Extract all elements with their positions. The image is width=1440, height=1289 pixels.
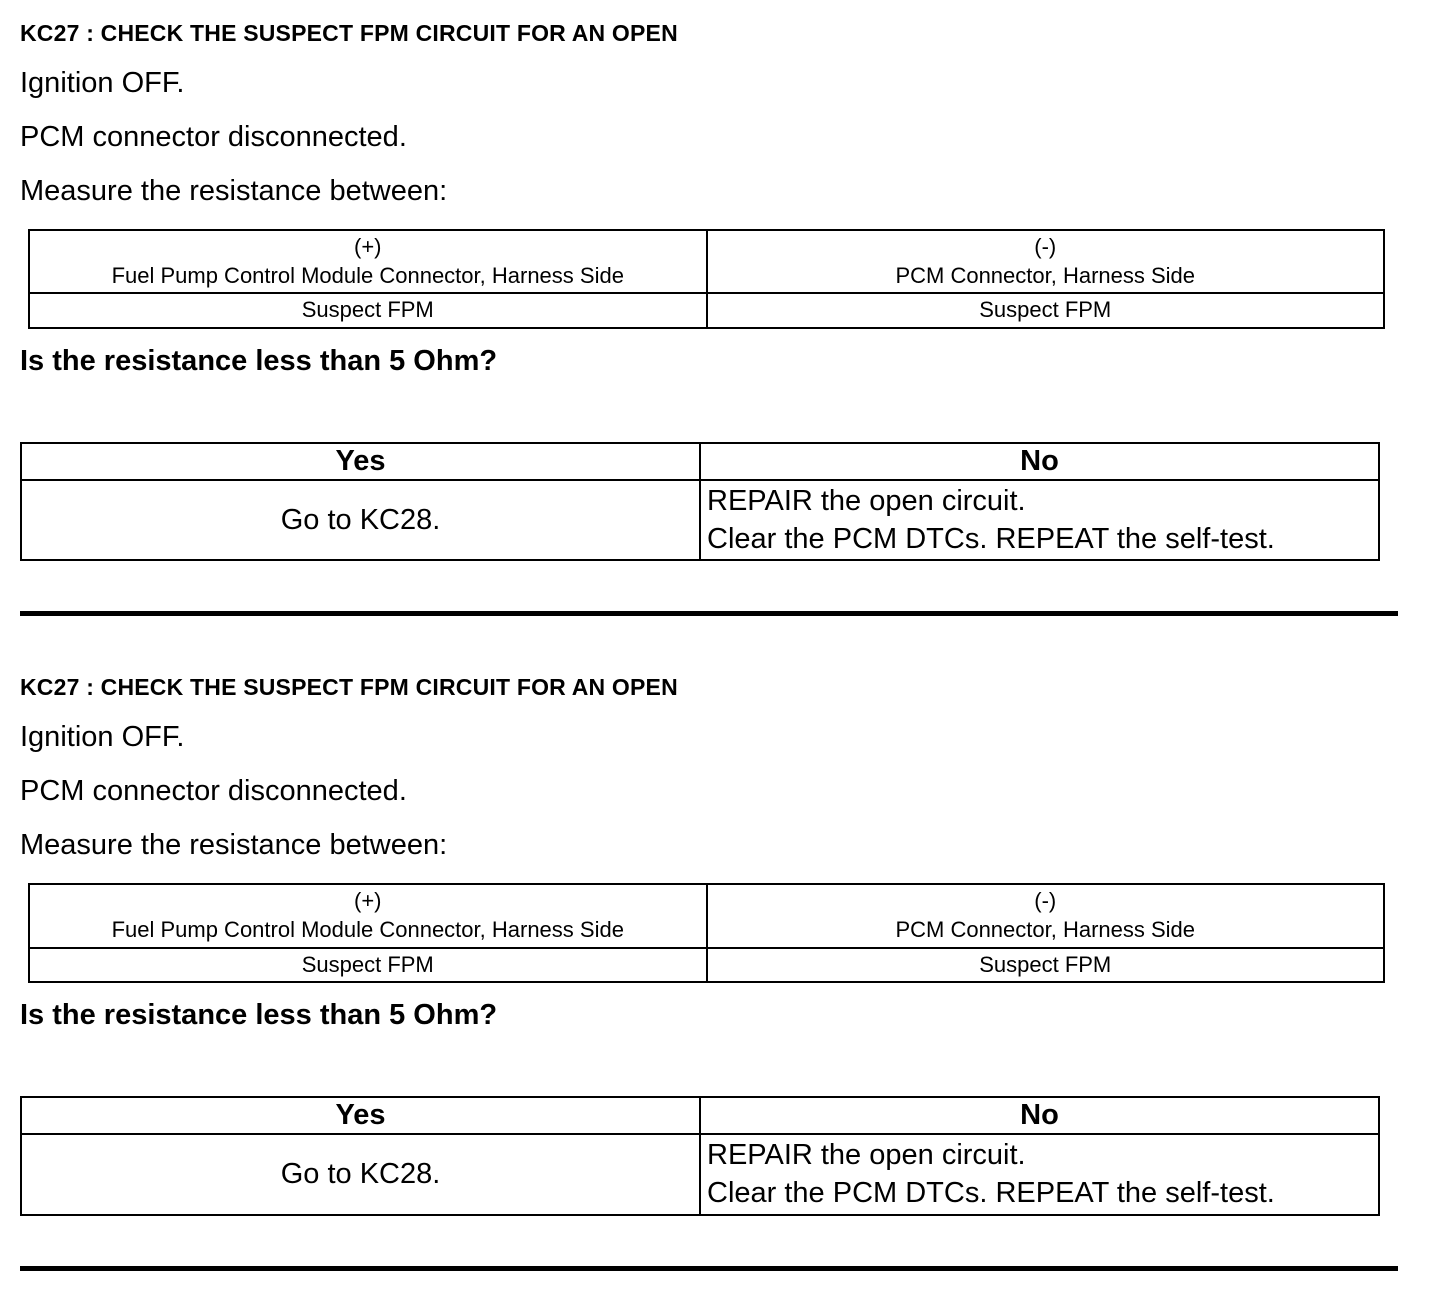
instruction-line: Ignition OFF. [20, 67, 185, 99]
no-action-cell [700, 480, 1379, 561]
minus-circuit-cell: Suspect FPM [707, 293, 1385, 328]
decision-table [20, 1096, 1380, 1216]
plus-sign-label: (+) [354, 234, 382, 259]
plus-connector-label: Fuel Pump Control Module Connector, Harness Side [111, 262, 624, 288]
plus-sign-label: (+) [354, 888, 382, 914]
no-action-cell [700, 1134, 1379, 1215]
minus-connector-label: PCM Connector, Harness Side [895, 262, 1196, 288]
step-heading: KC27 : CHECK THE SUSPECT FPM CIRCUIT FOR AN OPEN [20, 674, 678, 701]
instruction-line: Measure the resistance between: [20, 829, 448, 862]
plus-column-header [29, 230, 707, 293]
minus-column-header [707, 884, 1385, 947]
no-action-line: REPAIR the open circuit. [707, 484, 1026, 517]
minus-sign-label: (-) [1034, 234, 1057, 259]
no-header-cell: No [700, 443, 1379, 480]
decision-action-row [21, 1134, 1379, 1215]
measurement-header-row [29, 884, 1384, 947]
section-divider [20, 611, 1398, 616]
minus-sign-label: (-) [1034, 888, 1057, 914]
yes-header-cell: Yes [21, 443, 700, 480]
minus-circuit-cell: Suspect FPM [707, 948, 1385, 983]
measurement-value-row [29, 948, 1384, 983]
test-step-section-2 [20, 674, 1400, 1215]
minus-column-header [707, 230, 1385, 293]
measurement-value-row [29, 293, 1384, 328]
step-heading: KC27 : CHECK THE SUSPECT FPM CIRCUIT FOR AN OPEN [20, 20, 678, 46]
decision-action-row [21, 480, 1379, 561]
no-action-line: Clear the PCM DTCs. REPEAT the self-test. [707, 523, 1275, 556]
decision-header-row [21, 443, 1379, 480]
measurement-table [28, 229, 1385, 329]
no-header-cell: No [700, 1097, 1379, 1134]
yes-action-cell: Go to KC28. [21, 1134, 700, 1215]
instruction-line: Measure the resistance between: [20, 175, 448, 207]
no-action-line: Clear the PCM DTCs. REPEAT the self-test. [707, 1177, 1275, 1210]
minus-connector-label: PCM Connector, Harness Side [895, 916, 1196, 942]
plus-connector-label: Fuel Pump Control Module Connector, Harness Side [111, 916, 624, 942]
decision-table [20, 442, 1380, 562]
instruction-line: PCM connector disconnected. [20, 775, 407, 808]
test-question: Is the resistance less than 5 Ohm? [20, 344, 498, 377]
plus-circuit-cell: Suspect FPM [29, 948, 707, 983]
no-action-line: REPAIR the open circuit. [707, 1139, 1026, 1172]
plus-circuit-cell: Suspect FPM [29, 293, 707, 328]
test-question: Is the resistance less than 5 Ohm? [20, 999, 498, 1032]
decision-header-row [21, 1097, 1379, 1134]
plus-column-header [29, 884, 707, 947]
measurement-table [28, 883, 1385, 983]
yes-action-cell: Go to KC28. [21, 480, 700, 561]
instruction-line: PCM connector disconnected. [20, 121, 407, 153]
section-divider [20, 1266, 1398, 1271]
test-step-section-1 [20, 20, 1400, 561]
instruction-line: Ignition OFF. [20, 721, 185, 754]
measurement-header-row [29, 230, 1384, 293]
yes-header-cell: Yes [21, 1097, 700, 1134]
